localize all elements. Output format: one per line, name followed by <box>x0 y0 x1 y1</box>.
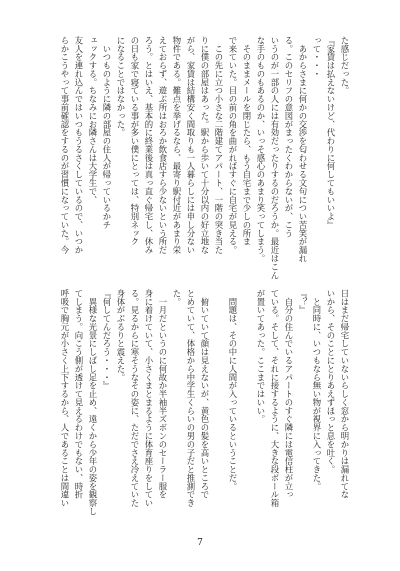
text-line: この先に立つ小さな二階建てアパート、一階の突き当た <box>214 36 224 255</box>
text-line: いつものように隣の部屋の住人が帰っているかチ <box>102 36 112 229</box>
text-line: 異様な光景にしばし足を止め、遠くから少年の姿を観察し <box>88 289 98 516</box>
text-line: らかこうやって事前確認をするのが習慣になっていた。今 <box>60 36 70 255</box>
upper-text-block <box>58 36 352 286</box>
lower-text-block <box>58 289 352 539</box>
text-line: いから、そのことにとりあえずほっと息を吐く。 <box>326 289 336 474</box>
text-line: がら、家賃は結構安く間取りも一人暮らしには申し分ない <box>186 36 196 255</box>
text-line: 自分の住んでいるアパートのすぐ隣には電信柱が立っ <box>284 289 294 499</box>
text-line: 『家賃は払えないけど、代わりに何してもいいよ』 <box>326 36 336 229</box>
text-line: た。 <box>172 289 182 306</box>
text-line: ろう。とはいえ、基本的に終業後は真っ直ぐ帰宅し、休み <box>144 36 154 255</box>
text-line: 『？』 <box>298 289 308 315</box>
text-line: 問題は、その中に人間が入っているということだ。 <box>228 289 238 491</box>
text-line: で来ていた。目の前の角を曲がればすぐに自宅が見える。 <box>228 36 238 255</box>
text-line: 日はまだ帰宅していないらしく窓から明かりは漏れてな <box>340 289 350 499</box>
text-line: ェックする。ちなみにお隣さんは大学生で、 <box>88 36 98 204</box>
text-line: ている。そして、それに接するように、大きな段ボール箱 <box>270 289 280 508</box>
text-line: いうのが一部の人には有効だったりするのだろうか。最近はこん <box>270 36 280 280</box>
text-line: 身に着けていて、小さくまとまるように体育座りをしてい <box>144 289 154 508</box>
text-line: てしまう。向こう側が透けて見えるわけでもない、時折 <box>74 289 84 499</box>
page-number: 7 <box>197 538 203 548</box>
text-line: 呼吸で胸元が小さく上下するから、人であることは間違い <box>60 289 70 508</box>
text-line: あからさまに何かの交渉を匂わせる文句につい苦笑が漏れ <box>298 36 308 263</box>
text-line <box>212 289 226 539</box>
text-line: って・・・ <box>312 36 322 78</box>
text-line: 友人を連れ込んではいつもうるさくしているので、いつか <box>74 36 84 255</box>
text-line: 俯いていて顔は見えないが、黄色の髪を高いところで <box>200 289 210 499</box>
text-line: の日も家で寝ている事が多い僕にとっては、特別ネック <box>130 36 140 246</box>
text-line: る。このセリフの意図がまったくわからないが、こう <box>284 36 294 238</box>
text-line: になることではなかった。 <box>116 36 126 137</box>
text-line: そのままメールを閉じたら、もう自宅まで少しの所ま <box>242 36 252 246</box>
text-line: りに僕の部屋はあった。駅から歩いて十分以内の好立地な <box>200 36 210 255</box>
text-line: 一月だというのに何故か半袖半ズボンのセーラー服を <box>158 289 168 499</box>
text-line: 身体がぶるりと震えた。 <box>116 289 126 382</box>
text-line: えておらず、遊ぶ所はおろか飲食店すら少ないという所だ <box>158 36 168 255</box>
text-line: が置いてあった。ここまではいい。 <box>256 289 266 424</box>
text-line: とめていて、体格から中学生くらいの男の子だと推測でき <box>186 289 196 508</box>
text-line: る。見るからに寒そうなその姿に、ただでさえ冷えていた <box>130 289 140 508</box>
text-line: と同時に、いつもなら無い物が視界に入ってきた。 <box>312 289 322 491</box>
text-line: 『何してんだろう・・・』 <box>102 289 112 390</box>
text-line: た感じだった。 <box>340 36 350 95</box>
text-line <box>240 289 254 539</box>
text-line: 物件である。難点を挙げるなら、最寄り駅付近があまり栄 <box>172 36 182 255</box>
text-line: な手のものもあるのか、いっそ感心のあまり笑ってしまう。 <box>256 36 266 263</box>
